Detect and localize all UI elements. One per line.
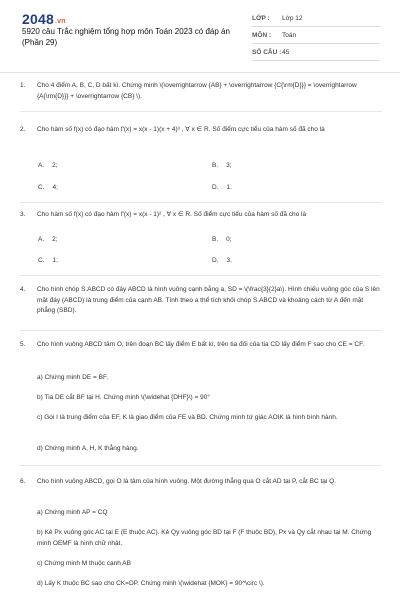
meta-row-count [252,46,380,61]
question-divider [20,202,382,203]
meta-value: Toán [282,32,297,39]
question-text: Cho hàm số f(x) có đạo hàm f'(x) = x(x - 1)² , ∀ x ∈ R. Số điểm cực tiểu của hàm số đã cho là [37,211,307,218]
question-number: 1. [20,82,26,89]
meta-row-subject [252,29,380,44]
question-text: Cho 4 điểm A, B, C, D bất kì. Chứng minh \(\overrightarrow {AB} + \overrightarrow {C{\rm{D}}} = \overrightarrow {A{\rm{D}}} + \overrightarrow {CB} \). [37,82,357,100]
question-text: Cho hàm số f(x) có đạo hàm f'(x) = x(x - 1)(x + 4)³ , ∀ x ∈ R. Số điểm cực tiểu của hàm số đã cho là [37,126,325,133]
question-text: Cho hình vuông ABCD, gọi O là tâm của hình vuông. Một đường thẳng qua O cắt AD tại P, cắt BC tại Q. [37,478,336,485]
option-a[interactable]: A. 2; [38,162,58,169]
option-c[interactable]: C. 1; [38,257,58,264]
question-part: b) Tia DE cắt BF tại H. Chứng minh \(\widehat {DHF}\) = 90° [37,394,210,401]
question-part: c) Gọi I là trung điểm của EF, K là giao điểm của FE và BD. Chứng minh tứ giác AOIK là hình bình hành. [37,414,338,421]
question-part: d) Lấy K thuộc BC sao cho CK=DP. Chứng minh \(\widehat {MOK} = 90^\circ \). [37,580,265,587]
document-title: 5920 câu Trắc nghiệm tổng hợp môn Toán 2023 có đáp án (Phần 29) [22,27,230,47]
meta-value: Lớp 12 [282,15,303,22]
question-number: 3. [20,211,26,218]
meta-label: MÔN : [252,32,272,39]
question-part: a) Chứng minh AP = CQ [37,509,108,516]
option-b[interactable]: B. 0; [212,236,232,243]
question-number: 4. [20,286,26,293]
site-logo[interactable] [22,11,66,27]
meta-label: SỐ CÂU : [252,49,282,56]
option-d[interactable]: D. 3. [212,257,232,264]
question-divider [20,465,382,466]
meta-label: LỚP : [252,15,270,22]
question-text: Cho hình vuông ABCD tâm O, trên đoạn BC lấy điểm E bất kì, trên tia đối của tia CD lấy điểm F sao cho CE = CF. [37,341,365,348]
meta-row-grade [252,12,380,27]
header-divider [0,72,400,73]
question-part: d) Chứng minh A, H, K thẳng hàng. [37,445,139,452]
question-number: 6. [20,478,26,485]
question-divider [20,330,382,331]
logo-text: 2048 [22,11,54,27]
question-divider [20,275,382,276]
question-divider [20,111,382,112]
header [0,0,400,72]
meta-value: 45 [282,49,290,56]
option-b[interactable]: B. 3; [212,162,232,169]
question-number: 5. [20,341,26,348]
document-meta [252,12,380,63]
question-text: Cho hình chóp S.ABCD có đáy ABCD là hình vuông cạnh bằng a, SD = \(\frac{3}{2}a\). Hình chiếu vuông góc của S lên mặt đáy (ABCD) là trung điểm của cạnh AB. Tính theo a thể tích khối chóp S.ABCD và khoảng cách từ A đến mặt phẳng (SBD). [37,286,380,314]
option-c[interactable]: C. 4; [38,184,58,191]
option-d[interactable]: D. 1. [212,184,232,191]
question-part: a) Chứng minh DE = BF. [37,374,109,381]
option-a[interactable]: A. 2; [38,236,58,243]
question-part: c) Chứng minh M thuộc cạnh AB [37,560,131,567]
question-number: 2. [20,126,26,133]
question-part: b) Kẻ Px vuông góc AC tại E (E thuộc AC). Kẻ Qy vuông góc BD tại F (F thuộc BD), Px và Qy cắt nhau tại M. Chứng minh OEMF là hình chữ nhật. [37,529,372,547]
logo-tld: .vn [54,18,66,25]
